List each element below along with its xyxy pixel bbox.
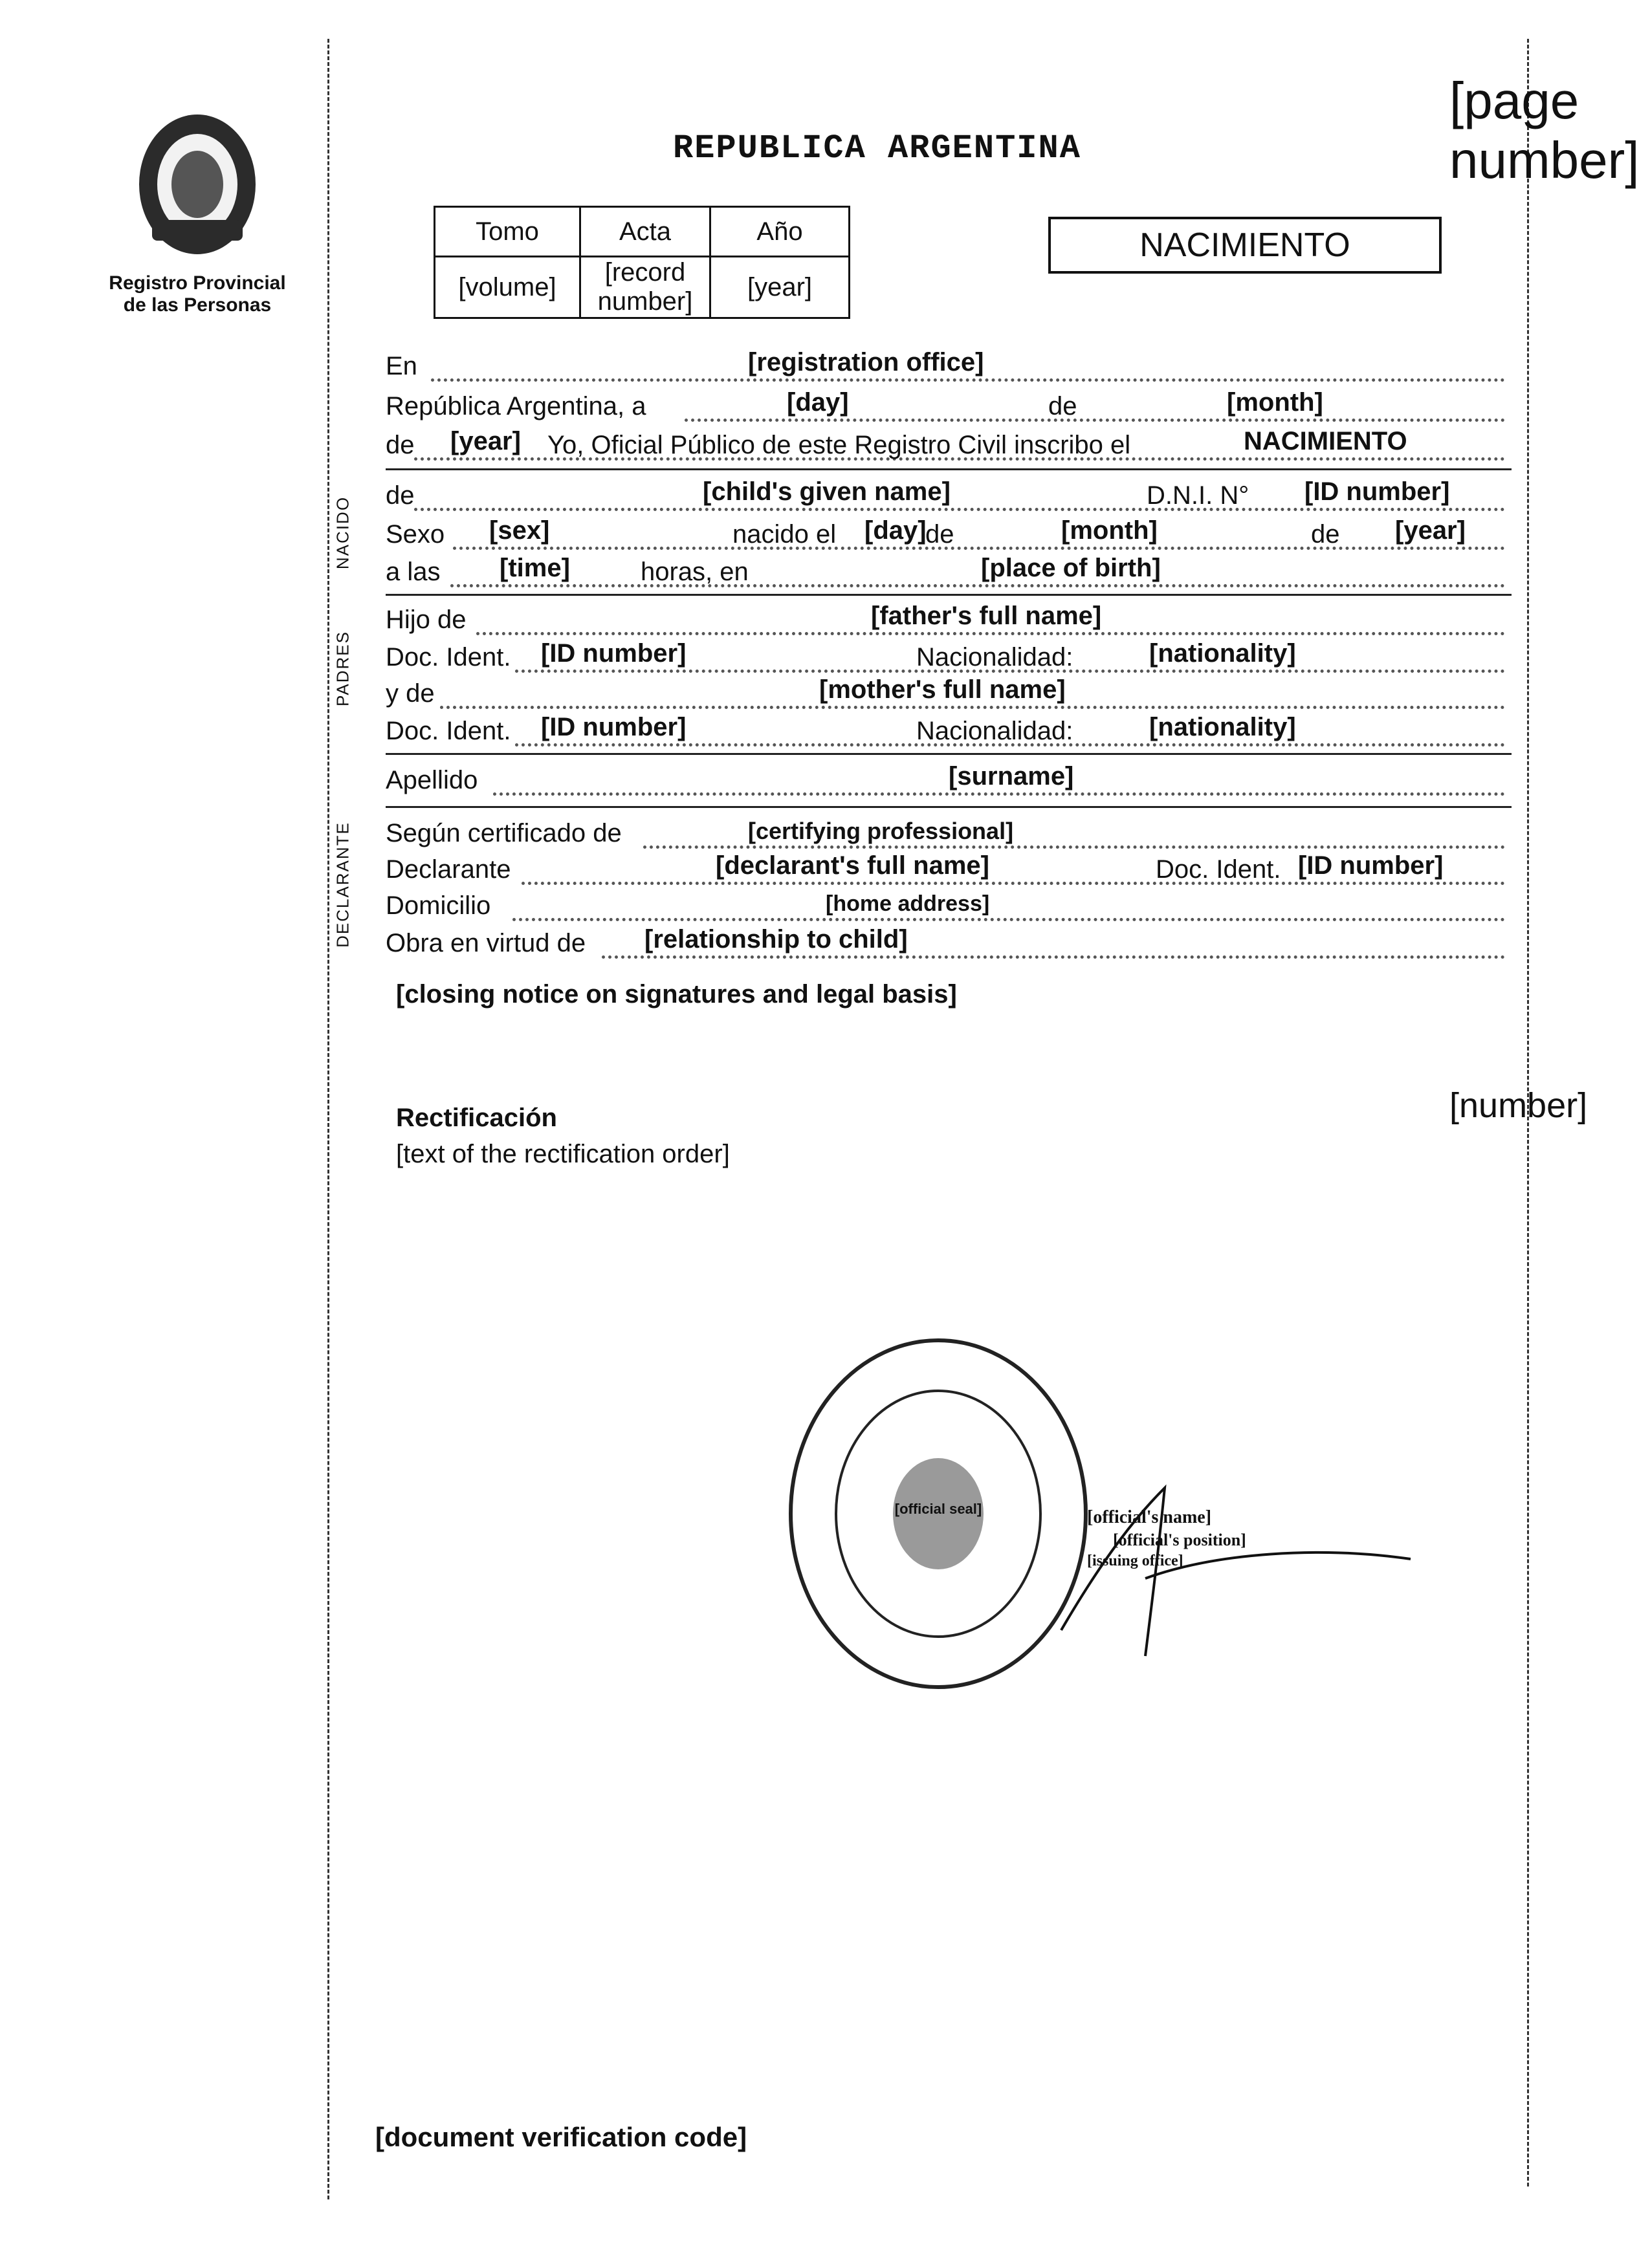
section-label-nacido: NACIDO <box>333 496 353 570</box>
row-certificate <box>386 815 1512 853</box>
registry-header-ano: Año <box>710 207 850 257</box>
dotted-leader <box>476 632 1505 635</box>
value-declarant-doc: [ID number] <box>1298 851 1444 880</box>
official-office: [issuing office] <box>1087 1553 1183 1569</box>
rectification-number: [number] <box>1449 1086 1588 1125</box>
value-father-name: [father's full name] <box>871 602 1102 630</box>
dotted-leader <box>685 419 1505 422</box>
value-child-dni: [ID number] <box>1304 477 1450 506</box>
official-name: [official's name] <box>1087 1507 1212 1527</box>
value-mother-name: [mother's full name] <box>819 675 1066 704</box>
row-declarant <box>386 851 1512 889</box>
label-declarante: Declarante <box>386 855 511 884</box>
label-segun: Según certificado de <box>386 819 622 847</box>
label-doc-ident: Doc. Ident. <box>386 643 511 671</box>
dotted-leader <box>643 845 1505 849</box>
left-margin-line <box>327 39 329 2199</box>
value-father-doc: [ID number] <box>541 639 687 668</box>
misiones-crest-icon <box>133 110 262 259</box>
dotted-leader <box>440 706 1505 709</box>
row-mother <box>386 675 1512 713</box>
row-en <box>386 348 1512 386</box>
value-acting-as: [relationship to child] <box>644 925 908 954</box>
label-doc-ident-3: Doc. Ident. <box>1156 855 1281 884</box>
label-child-de: de <box>386 481 415 510</box>
registry-logo <box>91 110 304 316</box>
row-date <box>386 388 1512 426</box>
row-father <box>386 602 1512 639</box>
label-nacido: nacido el <box>732 520 837 549</box>
value-surname: [surname] <box>949 762 1074 791</box>
label-horas: horas, en <box>641 558 749 586</box>
value-birth-time: [time] <box>500 554 570 582</box>
value-child-name: [child's given name] <box>703 477 951 506</box>
divider-padres-bottom <box>386 753 1512 755</box>
row-mother-doc <box>386 713 1512 750</box>
label-republica: República Argentina, a <box>386 392 646 420</box>
label-obra: Obra en virtud de <box>386 929 586 957</box>
page-number: [page number] <box>1449 72 1639 189</box>
value-birth-day: [day] <box>864 516 927 545</box>
dotted-leader <box>450 584 1505 587</box>
label-a-las: a las <box>386 558 441 586</box>
label-dni: D.N.I. N° <box>1147 481 1249 510</box>
label-nacionalidad-2: Nacionalidad: <box>916 717 1073 745</box>
value-mother-doc: [ID number] <box>541 713 687 741</box>
seal-text: [official seal] <box>894 1501 982 1517</box>
label-domicilio: Domicilio <box>386 891 491 920</box>
registry-value-acta: [record number] <box>580 257 710 318</box>
label-hijo: Hijo de <box>386 605 467 634</box>
value-birth-place: [place of birth] <box>981 554 1161 582</box>
logo-caption-line2: de las Personas <box>123 294 272 316</box>
row-surname <box>386 762 1512 800</box>
official-seal <box>783 1333 1094 1695</box>
row-address <box>386 888 1512 925</box>
value-month: [month] <box>1227 388 1323 417</box>
row-father-doc <box>386 639 1512 677</box>
document-type-box: NACIMIENTO <box>1048 217 1442 274</box>
value-inscribe: NACIMIENTO <box>1244 427 1407 455</box>
registry-value-ano: [year] <box>710 257 850 318</box>
label-birth-de-2: de <box>1311 520 1340 549</box>
value-mother-nationality: [nationality] <box>1149 713 1296 741</box>
value-birth-year: [year] <box>1395 516 1466 545</box>
rectification-heading: Rectificación <box>396 1104 557 1132</box>
dotted-leader <box>414 508 1505 511</box>
section-label-declarante: DECLARANTE <box>333 822 353 948</box>
divider-nacido-top <box>386 468 1512 470</box>
label-year-de: de <box>386 431 415 459</box>
label-sexo: Sexo <box>386 520 445 549</box>
handwritten-signature-icon <box>1048 1475 1436 1669</box>
value-certificate-by: [certifying professional] <box>748 818 1014 844</box>
label-y-de: y de <box>386 679 435 708</box>
registry-value-tomo: [volume] <box>435 257 580 318</box>
label-apellido: Apellido <box>386 766 478 794</box>
value-birth-month: [month] <box>1061 516 1158 545</box>
official-role: [official's position] <box>1113 1531 1246 1549</box>
row-time <box>386 554 1512 591</box>
dotted-leader <box>453 547 1505 550</box>
signature-block <box>1048 1475 1436 1669</box>
row-acting-as <box>386 925 1512 963</box>
value-declarant-name: [declarant's full name] <box>716 851 989 880</box>
label-en: En <box>386 352 417 380</box>
label-de: de <box>1048 392 1077 420</box>
dotted-leader <box>512 918 1505 921</box>
section-label-padres: PADRES <box>333 631 353 706</box>
value-sexo: [sex] <box>489 516 550 545</box>
value-place: [registration office] <box>748 348 984 376</box>
value-father-nationality: [nationality] <box>1149 639 1296 668</box>
divider-padres-top <box>386 594 1512 596</box>
dotted-leader <box>493 792 1505 796</box>
label-doc-ident-2: Doc. Ident. <box>386 717 511 745</box>
registry-header-acta: Acta <box>580 207 710 257</box>
logo-caption-line1: Registro Provincial <box>109 272 286 294</box>
registry-table <box>434 206 850 319</box>
label-inscribe: Yo, Oficial Público de este Registro Civil inscribo el <box>547 431 1131 459</box>
row-child <box>386 477 1512 515</box>
dotted-leader <box>431 378 1505 382</box>
row-birth <box>386 516 1512 554</box>
label-nacionalidad: Nacionalidad: <box>916 643 1073 671</box>
row-inscribe <box>386 427 1512 464</box>
registry-header-tomo: Tomo <box>435 207 580 257</box>
divider-declarante-top <box>386 806 1512 808</box>
dotted-leader <box>602 955 1505 959</box>
verification-hash: [document verification code] <box>375 2122 747 2152</box>
value-year: [year] <box>450 427 521 455</box>
country-title: REPUBLICA ARGENTINA <box>673 129 1081 168</box>
rectification-text: [text of the rectification order] <box>396 1140 730 1168</box>
dotted-leader <box>522 882 1505 885</box>
closing-notice: [closing notice on signatures and legal basis] <box>396 980 957 1009</box>
label-birth-de: de <box>925 520 954 549</box>
value-day-words: [day] <box>787 388 849 417</box>
value-address: [home address] <box>826 891 990 916</box>
